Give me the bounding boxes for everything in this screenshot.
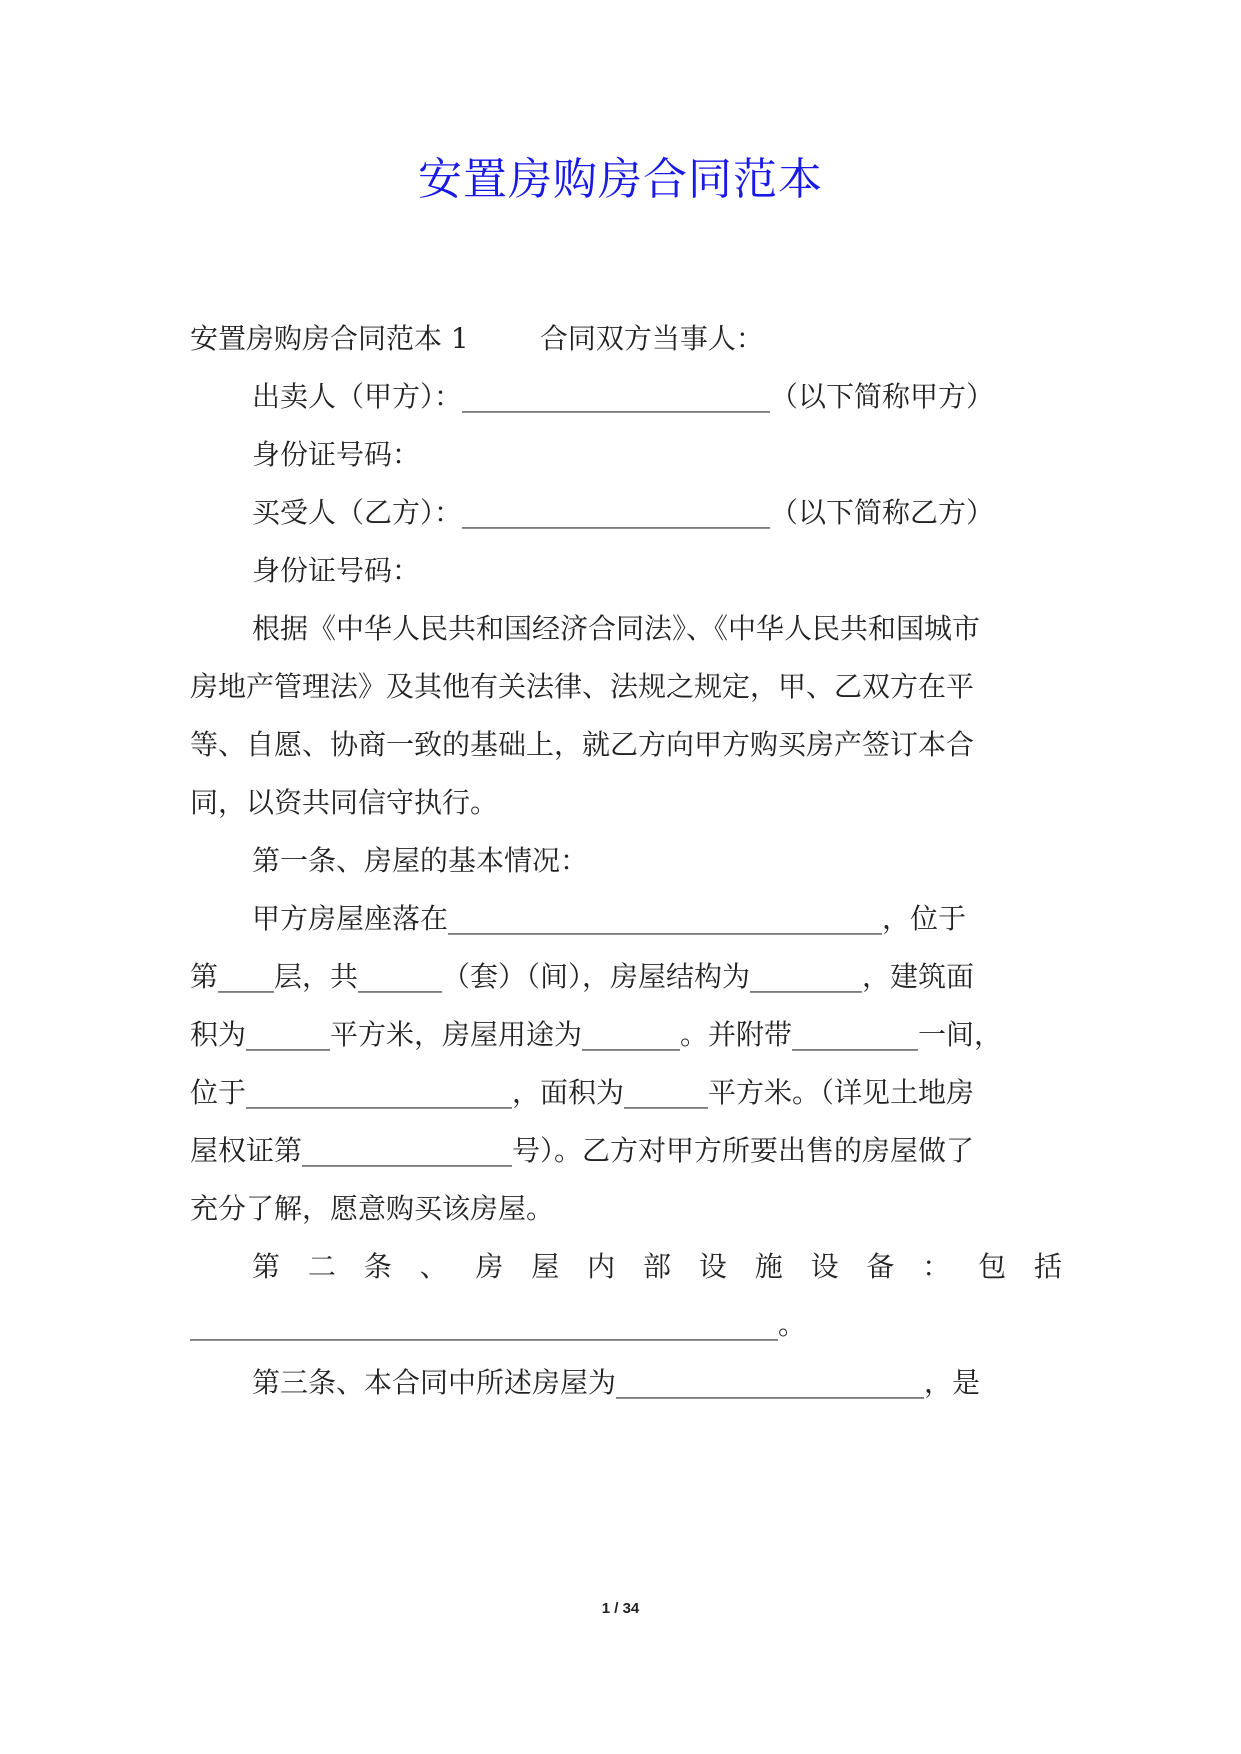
paragraph-line: 安置房购房合同范本 1 合同双方当事人： (190, 322, 764, 355)
buyer-line: 买受人（乙方）：______________________（以下简称乙方） (252, 496, 995, 529)
paragraph-line: 第____层，共______（套）（间），房屋结构为________，建筑面 (190, 960, 975, 993)
paragraph-line: 同，以资共同信守执行。 (190, 786, 499, 819)
seller-id-line: 身份证号码： (252, 438, 421, 471)
seller-line: 出卖人（甲方）：______________________（以下简称甲方） (252, 380, 995, 413)
article-heading: 第 二 条 、 房 屋 内 部 设 施 设 备 ： 包 括 (252, 1250, 1062, 1283)
article-heading: 第三条、本合同中所述房屋为______________________，是 (252, 1366, 981, 1399)
paragraph-line: 屋权证第_______________号）。乙方对甲方所要出售的房屋做了 (190, 1134, 975, 1167)
article-heading: 第一条、房屋的基本情况： (252, 844, 589, 877)
document-title: 安置房购房合同范本 (418, 154, 823, 205)
page-number: 1 / 34 (601, 1600, 640, 1617)
paragraph-line: 甲方房屋座落在_______________________________，位于 (252, 902, 967, 935)
paragraph-line: 房地产管理法》及其他有关法律、法规之规定，甲、乙双方在平 (190, 670, 975, 703)
paragraph-line: 根据《中华人民共和国经济合同法》、《中华人民共和国城市 (252, 612, 981, 645)
paragraph-line: 等、自愿、协商一致的基础上，就乙方向甲方购买房产签订本合 (190, 728, 975, 761)
paragraph-line: 位于___________________，面积为______平方米。（详见土地房 (190, 1076, 975, 1109)
buyer-id-line: 身份证号码： (252, 554, 421, 587)
paragraph-line: 积为______平方米，房屋用途为_______。并附带_________一间， (190, 1018, 1003, 1051)
paragraph-line: 充分了解，愿意购买该房屋。 (190, 1192, 555, 1225)
paragraph-line: __________________________________________。 (190, 1308, 807, 1341)
